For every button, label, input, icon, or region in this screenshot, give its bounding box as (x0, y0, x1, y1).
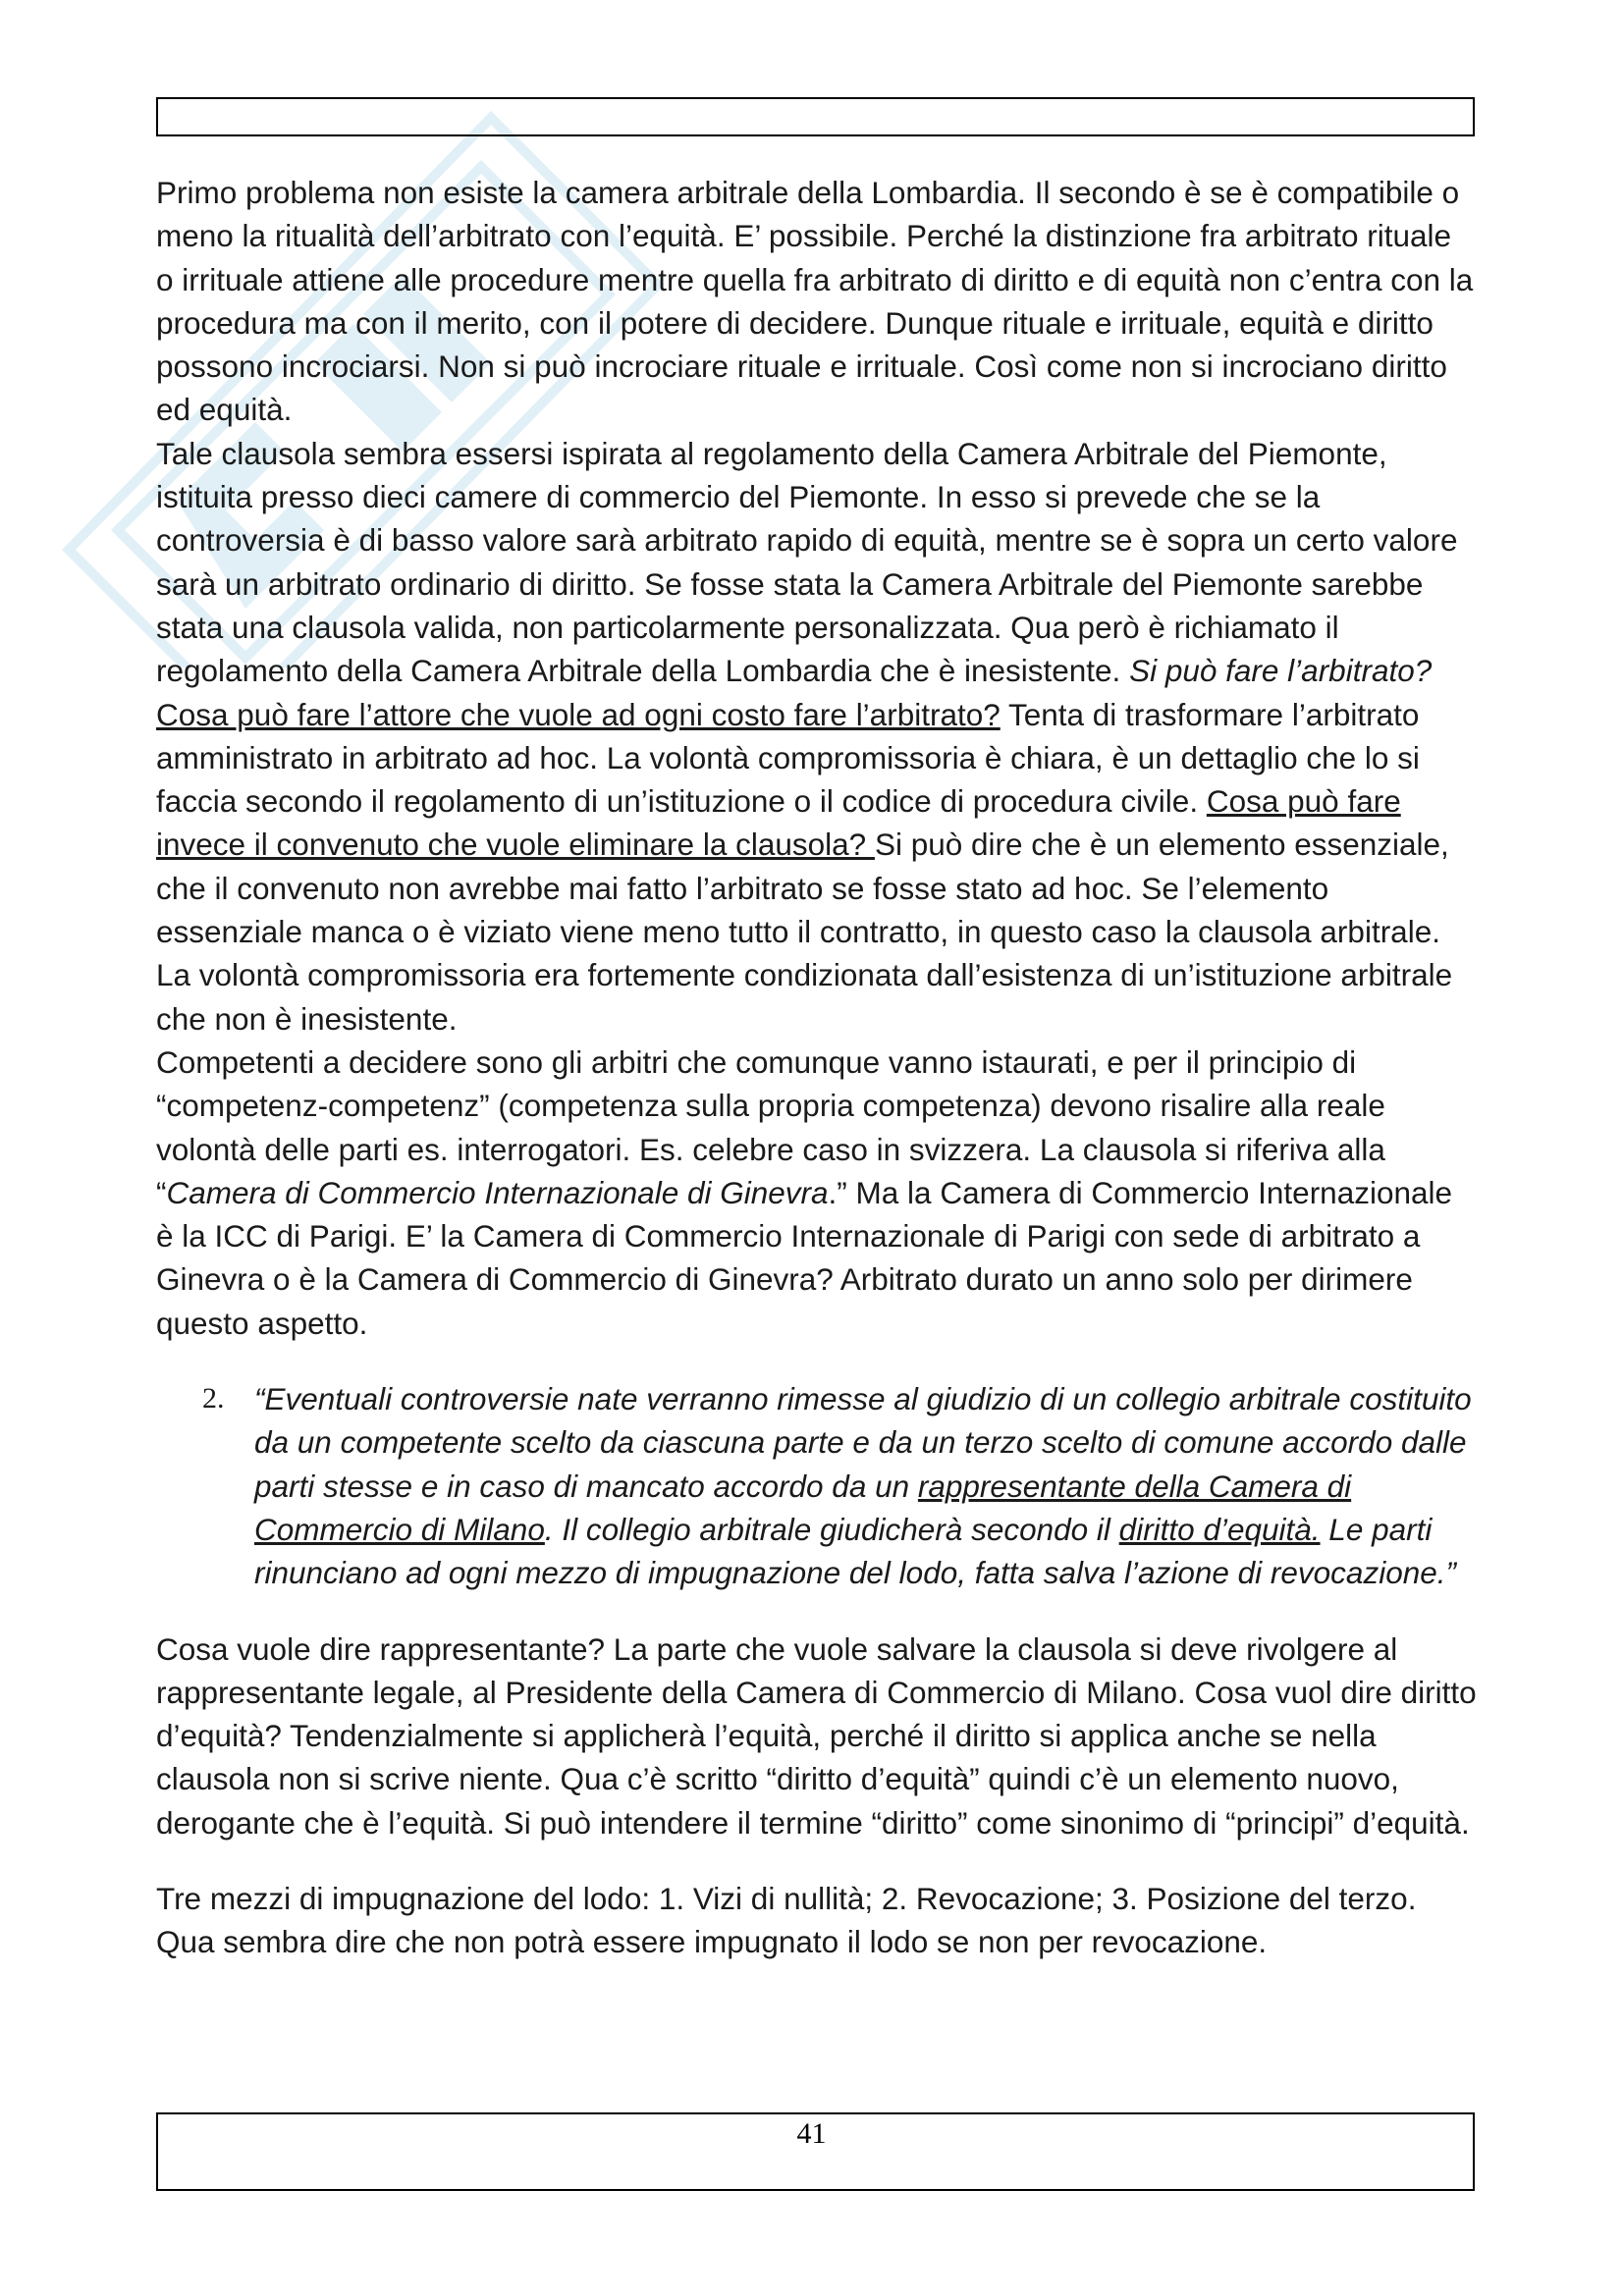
paragraph-2-italic-question: Si può fare l’arbitrato? (1129, 653, 1433, 689)
page-number: 41 (796, 2117, 827, 2150)
paragraph-2-underlined-question-1: Cosa può fare l’attore che vuole ad ogni costo fare l’arbitrato? (156, 696, 1001, 732)
header-box (156, 97, 1475, 136)
paragraph-1: Primo problema non esiste la camera arbitrale della Lombardia. Il secondo è se è compatibile o meno la ritualità dell’arbitrato con l’equità. E’ possibile. Perché la distinzione fra arbitrato rituale o irrituale attiene alle procedure mentre quella fra arbitrato di diritto e di equità non c’entra con la procedura ma con il merito, con il potere di decidere. Dunque rituale e irrituale, equità e diritto possono incrociarsi. Non si può incrociare rituale e irrituale. Così come non si incrociano diritto ed equità. (156, 175, 1474, 428)
quote-text-3: Le parti rinunciano ad ogni mezzo di impugnazione del lodo, fatta salva l’azione di revocazione.” (254, 1511, 1456, 1591)
paragraph-3-italic-name: Camera di Commercio Internazionale di Ginevra (166, 1174, 829, 1210)
paragraph-3 (156, 1041, 1477, 1345)
paragraph-2-text-2: Tenta di trasformare l’arbitrato amministrato in arbitrato ad hoc. La volontà compromissoria è chiara, è un dettaglio che lo si faccia secondo il regolamento di un’istituzione o il codice di procedura civile. (156, 696, 1420, 820)
paragraph-2 (156, 432, 1477, 1041)
paragraph-5: Tre mezzi di impugnazione del lodo: 1. Vizi di nullità; 2. Revocazione; 3. Posizione del terzo. Qua sembra dire che non potrà essere impugnato il lodo se non per revocazione. (156, 1880, 1417, 1960)
paragraph-3-text-1: Competenti a decidere sono gli arbitri che comunque vanno istaurati, e per il principio di “competenz-competenz” (competenza sulla propria competenza) devono risalire alla reale volontà delle parti es. interrogatori. Es. celebre caso in svizzera. La clausola si riferiva alla “ (156, 1043, 1385, 1210)
quote-text-2: . Il collegio arbitrale giudicherà secondo il (544, 1511, 1119, 1547)
quote-text-1: “Eventuali controversie nate verranno rimesse al giudizio di un collegio arbitrale costituito da un competente scelto da ciascuna parte e da un terzo scelto di comune accordo dalle parti stesse e in caso di mancato accordo da un (254, 1381, 1472, 1504)
quoted-clause (156, 1377, 1477, 1594)
quote-underlined-2: diritto d’equità. (1118, 1511, 1321, 1547)
list-number: 2. (202, 1382, 225, 1415)
paragraph-2-underlined-question-2: Cosa può fare invece il convenuto che vuole eliminare la clausola? (156, 783, 1401, 863)
paragraph-2-text-1: Tale clausola sembra essersi ispirata al regolamento della Camera Arbitrale del Piemonte, istituita presso dieci camere di commercio del Piemonte. In esso si prevede che se la controversia è di basso valore sarà arbitrato rapido di equità, mentre se è sopra un certo valore sarà un arbitrato ordinario di diritto. Se fosse stata la Camera Arbitrale del Piemonte sarebbe stata una clausola valida, non particolarmente personalizzata. Qua però è richiamato il regolamento della Camera Arbitrale della Lombardia che è inesistente. (156, 435, 1458, 689)
paragraph-3-text-2: .” Ma la Camera di Commercio Internazionale è la ICC di Parigi. E’ la Camera di Commercio Internazionale di Parigi con sede di arbitrato a Ginevra o è la Camera di Commercio di Ginevra? Arbitrato durato un anno solo per dirimere questo aspetto. (156, 1174, 1453, 1341)
quote-underlined-1: rappresentante della Camera di Commercio di Milano (254, 1468, 1352, 1547)
page-body (156, 171, 1477, 1964)
paragraph-2-text-3: Si può dire che è un elemento essenziale, che il convenuto non avrebbe mai fatto l’arbitrato se fosse stato ad hoc. Se l’elemento essenziale manca o è viziato viene meno tutto il contratto, in questo caso la clausola arbitrale. La volontà compromissoria era fortemente condizionata dall’esistenza di un’istituzione arbitrale che non è inesistente. (156, 827, 1453, 1037)
paragraph-4: Cosa vuole dire rappresentante? La parte che vuole salvare la clausola si deve rivolgere al rappresentante legale, al Presidente della Camera di Commercio di Milano. Cosa vuol dire diritto d’equità? Tendenzialmente si applicherà l’equità, perché il diritto si applica anche se nella clausola non si scrive niente. Qua c’è scritto “diritto d’equità” quindi c’è un elemento nuovo, derogante che è l’equità. Si può intendere il termine “diritto” come sinonimo di “principi” d’equità. (156, 1630, 1477, 1841)
